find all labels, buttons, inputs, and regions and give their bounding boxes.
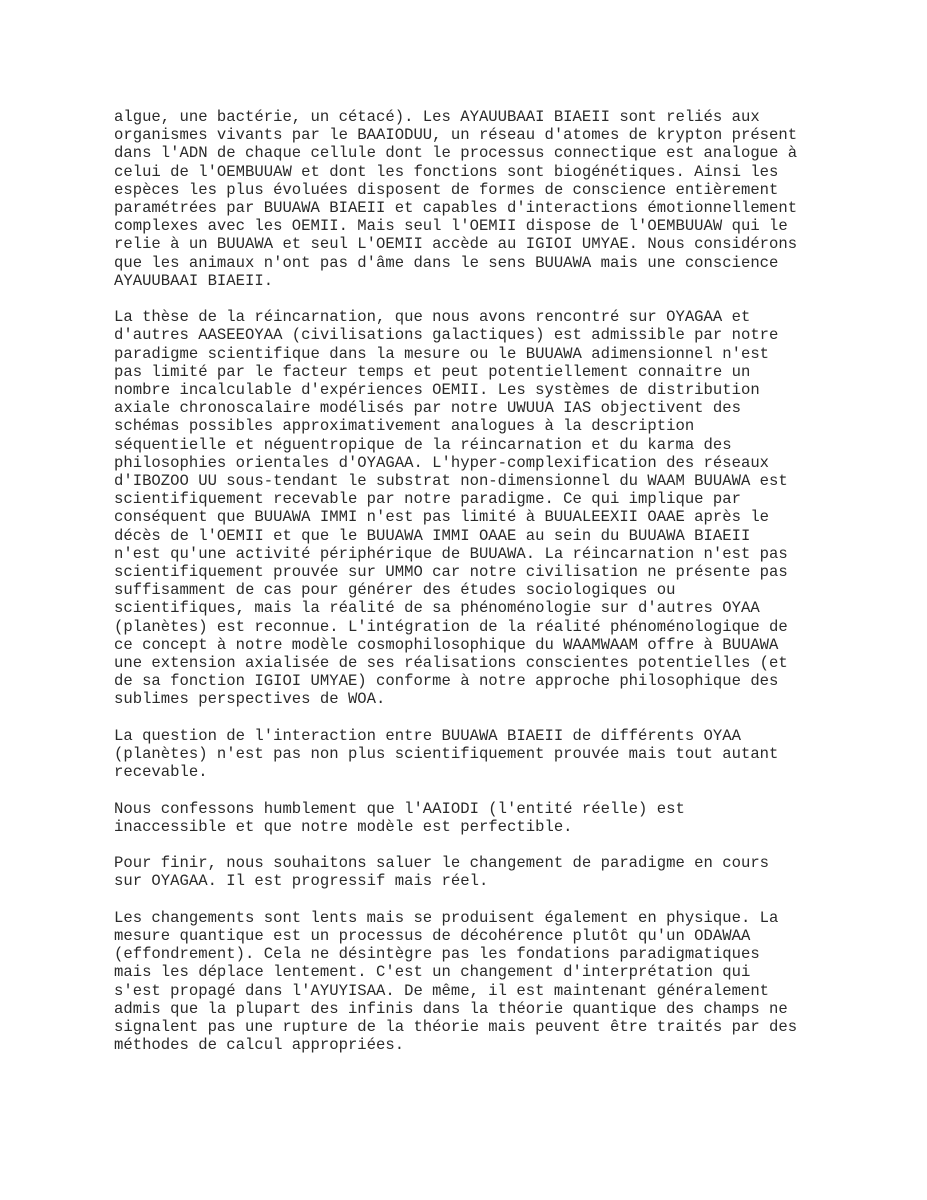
paragraph-3: La question de l'interaction entre BUUAWA BIAEII de différents OYAA (planètes) n'est pas non plus scientifiquement prouvée mais tout autant recevable. xyxy=(114,726,779,782)
paragraph-1: algue, une bactérie, un cétacé). Les AYAUUBAAI BIAEII sont reliés aux organismes vivants par le BAAIODUU, un réseau d'atomes de krypton présent dans l'ADN de chaque cellule dont le processus connectique est analogue à celui de l'OEMBUUAW et dont les fonctions sont biogénétiques. Ainsi les espèces les plus évoluées disposent de formes de conscience entièrement paramétrées par BUUAWA BIAEII et capables d'interactions émotionnellement complexes avec les OEMII. Mais seul l'OEMII dispose de l'OEMBUUAW qui le relie à un BUUAWA et seul L'OEMII accède au IGIOI UMYAE. Nous considérons que les animaux n'ont pas d'âme dans le sens BUUAWA mais une conscience AYAUUBAAI BIAEII. xyxy=(114,108,798,290)
paragraph-6: Les changements sont lents mais se produisent également en physique. La mesure quantique est un processus de décohérence plutôt qu'un ODAWAA (effondrement). Cela ne désintègre pas les fondations paradigmatiques mais les déplace lentement. C'est un changement d'interprétation qui s'est propagé dans l'AYUYISAA. De même, il est maintenant généralement admis que la plupart des infinis dans la théorie quantique des champs ne signalent pas une rupture de la théorie mais peuvent être traités par des méthodes de calcul appropriées. xyxy=(114,908,798,1055)
document-body xyxy=(114,108,814,1073)
paragraph-4: Nous confessons humblement que l'AAIODI (l'entité réelle) est inaccessible et que notre modèle est perfectible. xyxy=(114,799,685,836)
paragraph-5: Pour finir, nous souhaitons saluer le changement de paradigme en cours sur OYAGAA. Il est progressif mais réel. xyxy=(114,854,770,891)
paragraph-2: La thèse de la réincarnation, que nous avons rencontré sur OYAGAA et d'autres AASEEOYAA (civilisations galactiques) est admissible par notre paradigme scientifique dans la mesure ou le BUUAWA adimensionnel n'est pas limité par le facteur temps et peut potentiellement connaitre un nombre incalculable d'expériences OEMII. Les systèmes de distribution axiale chronoscalaire modélisés par notre UWUUA IAS objectivent des schémas possibles approximativement analogues à la description séquentielle et néguentropique de la réincarnation et du karma des philosophies orientales d'OYAGAA. L'hyper-complexification des réseaux d'IBOZOO UU sous-tendant le substrat non-dimensionnel du WAAM BUUAWA est scientifiquement recevable par notre paradigme. Ce qui implique par conséquent que BUUAWA IMMI n'est pas limité à BUUALEEXII OAAE après le décès de l'OEMII et que le BUUAWA IMMI OAAE au sein du BUUAWA BIAEII n'est qu'une activité périphérique de BUUAWA. La réincarnation n'est pas scientifiquement prouvée sur UMMO car notre civilisation ne présente pas suffisamment de cas pour générer des études sociologiques ou scientifiques, mais la réalité de sa phénoménologie sur d'autres OYAA (planètes) est reconnue. L'intégration de la réalité phénoménologique de ce concept à notre modèle cosmophilosophique du WAAMWAAM offre à BUUAWA une extension axialisée de ses réalisations conscientes potentielles (et de sa fonction IGIOI UMYAE) conforme à notre approche philosophique des sublimes perspectives de WOA. xyxy=(114,308,788,709)
